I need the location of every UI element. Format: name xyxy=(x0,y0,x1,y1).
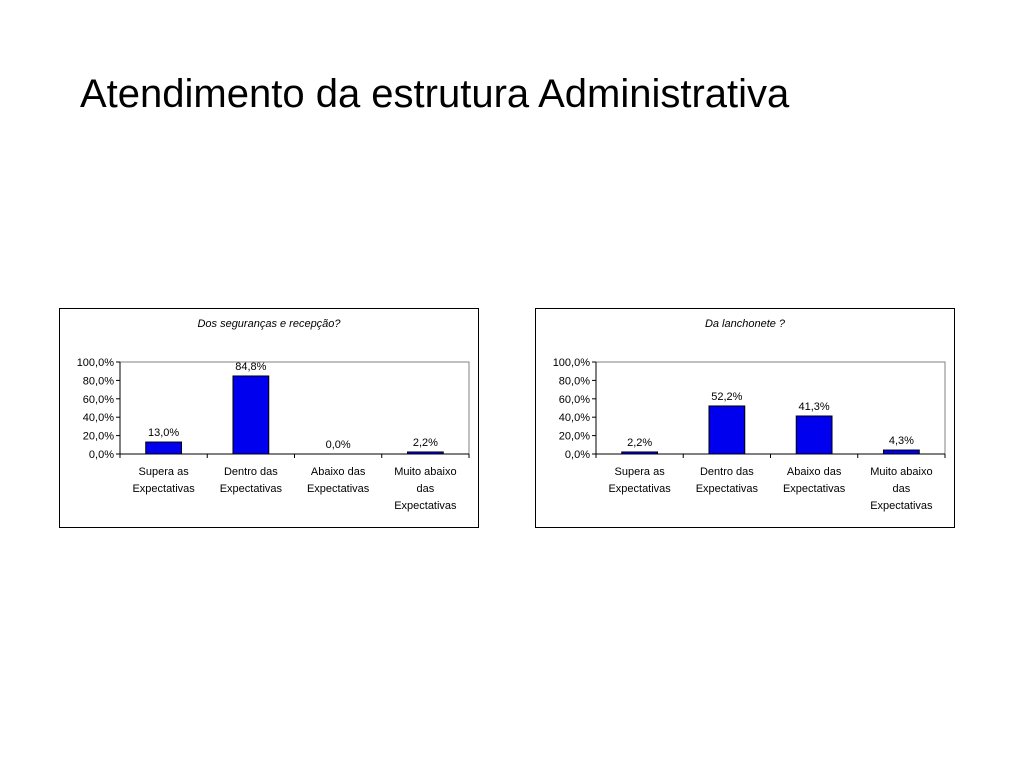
bar xyxy=(796,416,832,454)
x-category-label-line: Supera as xyxy=(614,466,665,478)
data-label: 0,0% xyxy=(325,439,351,451)
slide-title: Atendimento da estrutura Administrativa xyxy=(80,72,790,116)
chart-title: Dos seguranças e recepção? xyxy=(197,318,341,330)
x-category-label-line: Expectativas xyxy=(394,500,457,512)
data-label: 52,2% xyxy=(711,390,743,403)
x-category-label-line: Supera as xyxy=(138,466,189,478)
x-category-label xyxy=(220,466,283,495)
y-tick-label: 0,0% xyxy=(564,449,590,461)
x-category-label xyxy=(870,466,933,512)
x-category-label xyxy=(307,466,370,495)
x-category-label-line: Expectativas xyxy=(132,483,195,495)
x-category-label-line: Muito abaixo xyxy=(394,466,457,478)
y-tick-label: 40,0% xyxy=(82,412,114,425)
x-category-label xyxy=(696,466,759,495)
x-category-label-line: Expectativas xyxy=(608,483,671,495)
chart-title: Da lanchonete ? xyxy=(704,318,786,330)
y-tick-label: 100,0% xyxy=(76,357,114,369)
y-tick-label: 60,0% xyxy=(558,393,590,406)
chart-panel-seguranca xyxy=(59,308,479,528)
x-category-label-line: Abaixo das xyxy=(310,466,366,478)
data-label: 84,8% xyxy=(235,360,267,373)
x-category-label-line: Expectativas xyxy=(782,483,846,495)
y-tick-label: 40,0% xyxy=(558,412,590,425)
bar-chart-lanchonete xyxy=(536,309,954,527)
bar xyxy=(233,376,269,454)
x-category-label xyxy=(394,466,457,512)
x-category-label-line: das xyxy=(892,483,911,495)
data-label: 2,2% xyxy=(412,436,438,449)
bar xyxy=(407,452,443,454)
y-tick-label: 20,0% xyxy=(82,430,114,443)
x-category-label-line: das xyxy=(416,483,435,495)
chart-panel-lanchonete xyxy=(535,308,955,528)
data-label: 2,2% xyxy=(627,436,653,449)
x-category-label-line: Expectativas xyxy=(219,483,283,495)
x-category-label xyxy=(783,466,846,495)
y-tick-label: 80,0% xyxy=(82,375,114,388)
y-tick-label: 60,0% xyxy=(82,393,114,406)
bar xyxy=(883,450,919,454)
y-tick-label: 20,0% xyxy=(558,430,590,443)
y-tick-label: 0,0% xyxy=(88,449,114,461)
x-category-label xyxy=(132,466,195,495)
data-label: 41,3% xyxy=(798,401,830,414)
x-category-label-line: Muito abaixo xyxy=(870,466,933,478)
y-tick-label: 100,0% xyxy=(552,357,590,369)
y-tick-label: 80,0% xyxy=(558,375,590,388)
x-category-label-line: Expectativas xyxy=(306,483,370,495)
data-label: 13,0% xyxy=(148,427,180,440)
bar xyxy=(622,452,658,454)
bar-chart-seguranca xyxy=(60,309,478,527)
bar xyxy=(146,442,182,454)
x-category-label-line: Expectativas xyxy=(695,483,759,495)
bar xyxy=(709,406,745,454)
data-label: 4,3% xyxy=(888,435,914,448)
x-category-label-line: Expectativas xyxy=(870,500,933,512)
x-category-label-line: Abaixo das xyxy=(786,466,842,478)
x-category-label xyxy=(608,466,671,495)
x-category-label-line: Dentro das xyxy=(699,466,754,478)
x-category-label-line: Dentro das xyxy=(223,466,278,478)
